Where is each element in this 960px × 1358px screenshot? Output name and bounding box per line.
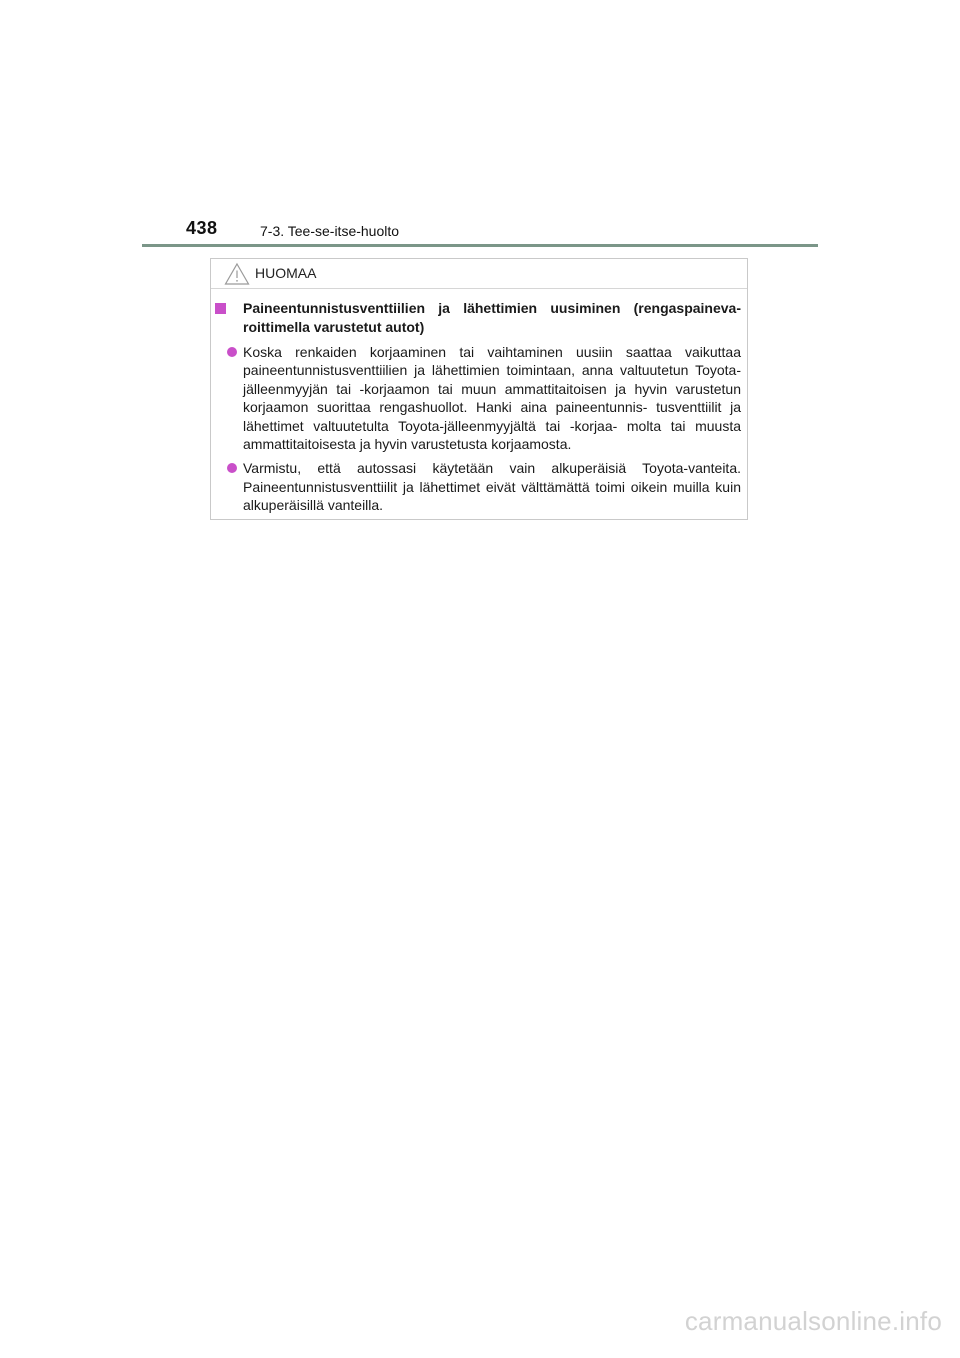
notice-body: [211, 299, 747, 515]
header-rule: [142, 244, 818, 247]
list-item-text: Varmistu, että autossasi käytetään vain alkuperäisiä Toyota-vanteita. Paineentunnistusventtiilit ja lähettimet eivät välttämättä toimi oikein muilla kuin alkuperäisillä vanteilla.: [243, 460, 741, 514]
notice-box: [210, 258, 748, 520]
round-bullet-icon: [227, 347, 237, 357]
notice-heading-text: Paineentunnistusventtiilien ja lähettimien uusiminen (rengaspaineva- roittimella varustetut autot): [243, 300, 741, 335]
watermark: carmanualsonline.info: [684, 1306, 942, 1336]
page-number: 438: [186, 218, 218, 238]
list-item-text: Koska renkaiden korjaaminen tai vaihtaminen uusiin saattaa vaikuttaa paineentunnistusventtiilien ja lähettimien toimintaan, anna valtuutetun Toyota-jälleenmyyjän tai -korjaamon tai muun ammattitaitoisen ja hyvin varustetun korjaamon suorittaa rengashuollot. Hanki aina paineentunnis- tusventtiilit ja lähettimet valtuutetulta Toyota-jälleenmyyjältä tai -korjaa- molta tai muusta ammattitaitoisesta ja hyvin varustetusta korjaamosta.: [243, 344, 741, 453]
section-title: 7-3. Tee-se-itse-huolto: [260, 223, 400, 239]
notice-heading: [211, 299, 747, 337]
notice-title: HUOMAA: [255, 265, 317, 281]
list-item: [211, 459, 747, 514]
notice-header: [211, 259, 747, 289]
warning-triangle-icon: [224, 262, 250, 286]
round-bullet-icon: [227, 463, 237, 473]
list-item: [211, 343, 747, 453]
square-bullet-icon: [215, 303, 226, 314]
